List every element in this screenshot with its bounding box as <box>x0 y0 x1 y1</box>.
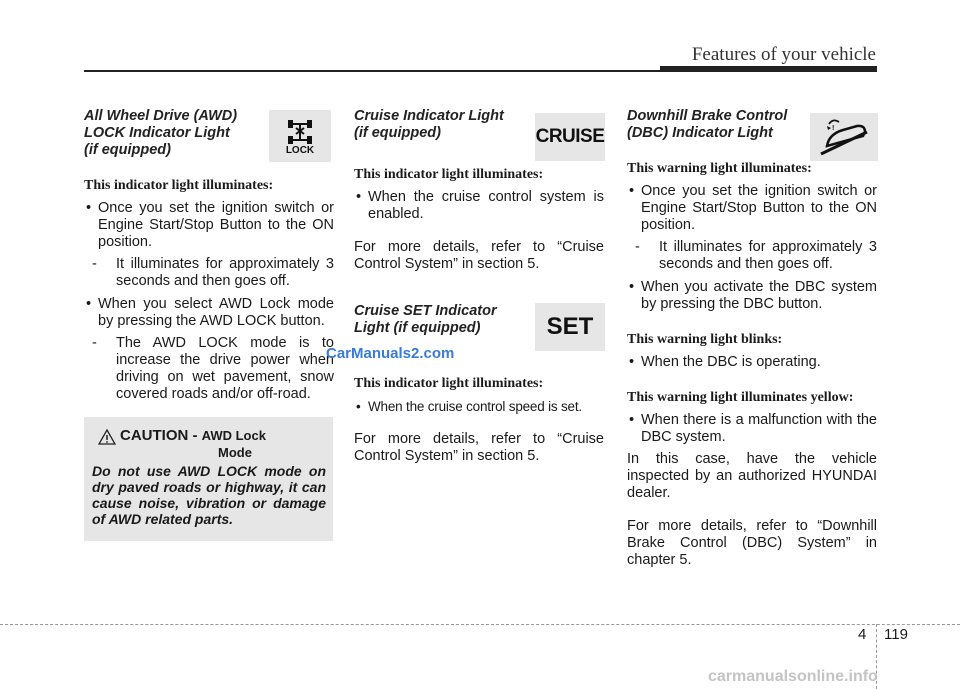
dbc-subhead-blinks: This warning light blinks: <box>627 332 783 347</box>
dbc-reference: For more details, refer to “Downhill Brake Control (DBC) System” in chapter 5. <box>627 518 877 568</box>
list-item: • When you select AWD Lock mode by pressing the AWD LOCK button. <box>86 296 334 329</box>
cruise-indicator-icon: CRUISE <box>535 113 605 161</box>
watermark: CarManuals2.com <box>326 345 455 362</box>
caution-topic: Mode <box>218 445 252 460</box>
cruise-reference: For more details, refer to “Cruise Control System” in section 5. <box>354 239 604 272</box>
cruise-set-indicator-icon: SET <box>535 303 605 351</box>
list-item: • When there is a malfunction with the DBC system. <box>629 412 877 445</box>
dbc-indicator-icon <box>810 113 878 161</box>
dbc-subhead-yellow: This warning light illuminates yellow: <box>627 390 854 405</box>
list-item: • When the cruise control speed is set. <box>356 399 582 414</box>
cruise-set-reference: For more details, refer to “Cruise Control System” in section 5. <box>354 431 604 464</box>
list-item: • When the DBC is operating. <box>629 354 821 370</box>
caution-text: Do not use AWD LOCK mode on dry paved roads or highway, it can cause noise, vibration or damage of AWD related parts. <box>92 463 326 527</box>
cruise-subhead: This indicator light illuminates: <box>354 167 544 182</box>
cruise-set-title: Cruise SET Indicator Light (if equipped) <box>354 303 497 336</box>
footer-rule <box>0 624 960 625</box>
list-item: • When the cruise control system is enabled. <box>356 189 604 222</box>
header-rule-accent <box>660 66 877 72</box>
dbc-section <box>627 108 877 569</box>
list-item: • Once you set the ignition switch or Engine Start/Stop Button to the ON position. <box>86 200 334 250</box>
caution-box <box>84 417 333 541</box>
dbc-title: Downhill Brake Control (DBC) Indicator Light <box>627 108 788 141</box>
lock-label: LOCK <box>285 144 315 156</box>
dbc-advice: In this case, have the vehicle inspected by an authorized HYUNDAI dealer. <box>627 451 877 501</box>
awd-lock-title: All Wheel Drive (AWD) LOCK Indicator Light (if equipped) <box>84 108 238 158</box>
caution-heading: CAUTION - AWD Lock <box>120 427 266 444</box>
downhill-car-icon <box>815 116 873 158</box>
list-item: • When you activate the DBC system by pressing the DBC button. <box>629 279 877 312</box>
awd-lock-subhead: This indicator light illuminates: <box>84 178 274 193</box>
cruise-title: Cruise Indicator Light (if equipped) <box>354 108 504 141</box>
svg-text:!: ! <box>832 125 835 132</box>
page-number: 119 <box>884 626 908 643</box>
list-item: • Once you set the ignition switch or Engine Start/Stop Button to the ON position. <box>629 183 877 233</box>
cruise-set-subhead: This indicator light illuminates: <box>354 376 544 391</box>
list-subitem: - The AWD LOCK mode is to increase the drive power when driving on wet pavement, snow covered roads and/or off-road. <box>92 335 334 402</box>
cruise-section <box>354 108 604 465</box>
page-header-title: Features of your vehicle <box>691 44 876 65</box>
awd-lock-indicator-icon <box>269 110 331 162</box>
chapter-number: 4 <box>858 626 867 643</box>
dbc-subhead-illuminates: This warning light illuminates: <box>627 161 812 176</box>
list-subitem: - It illuminates for approximately 3 seconds and then goes off. <box>635 239 877 272</box>
list-subitem: - It illuminates for approximately 3 seconds and then goes off. <box>92 256 334 289</box>
header-rule <box>84 70 664 72</box>
warning-triangle-icon <box>98 429 116 445</box>
drivetrain-icon <box>285 117 315 147</box>
footer-watermark: carmanualsonline.info <box>708 668 878 685</box>
